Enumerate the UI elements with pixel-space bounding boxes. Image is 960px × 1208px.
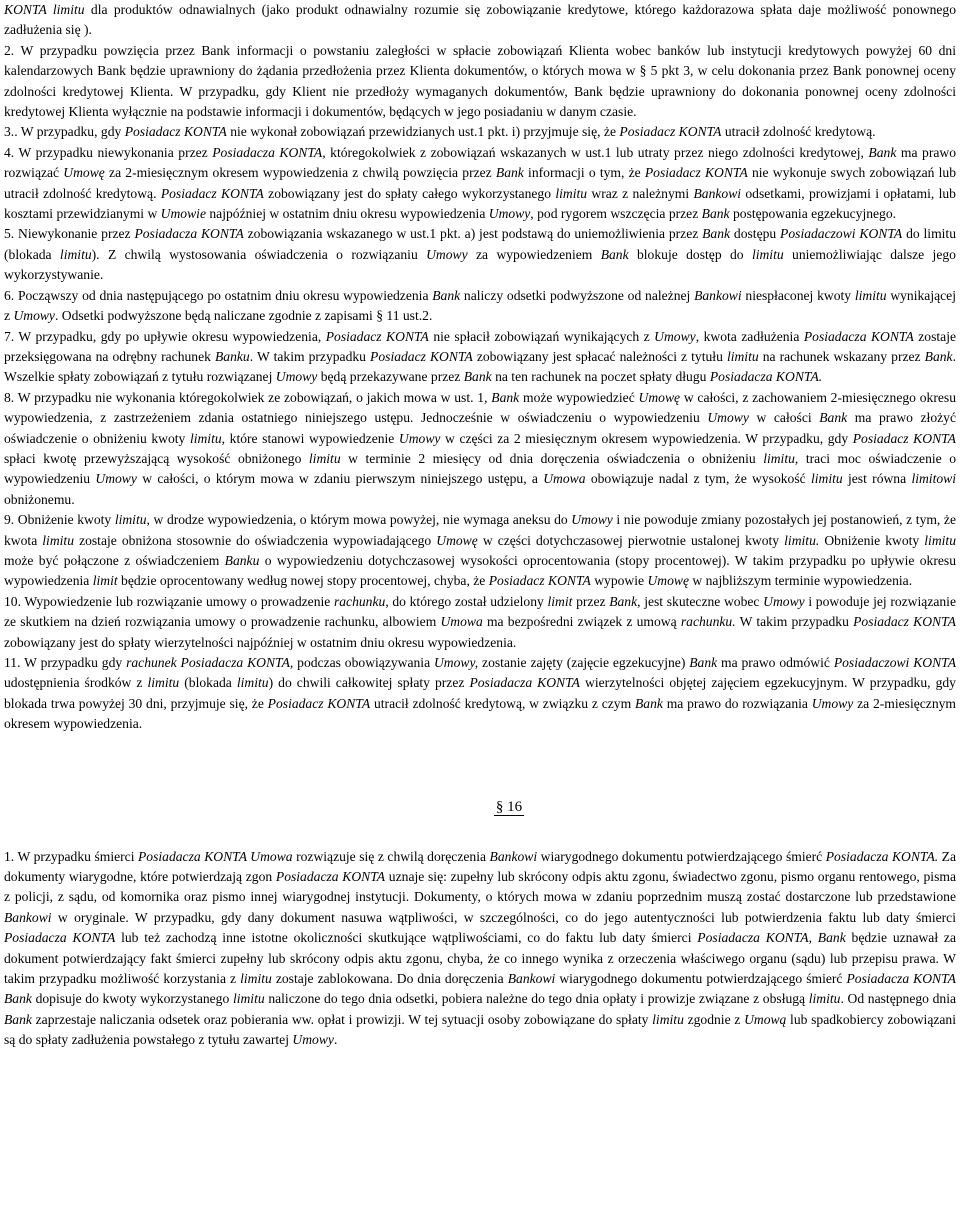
clause-paragraph-7	[4, 388, 956, 510]
text-run: 10. Wypowiedzenie lub rozwiązanie umowy o prowadzenie	[4, 593, 334, 609]
text-run: (blokada	[179, 675, 237, 691]
text-run: Banku	[224, 552, 260, 568]
text-run: przez	[572, 593, 610, 609]
text-run: Umowy	[763, 593, 805, 609]
text-run: Bank	[702, 226, 731, 242]
text-run: wiarygodnego dokumentu potwierdzającego śmierć	[555, 971, 847, 987]
clause-paragraph-1	[4, 41, 956, 123]
section-heading	[4, 797, 956, 817]
text-run: limitu	[854, 287, 887, 303]
text-run: limitu	[59, 246, 92, 262]
text-run: zostanie zajęty (zajęcie egzekucyjne)	[478, 655, 690, 670]
text-run: do limitu (blokada	[4, 226, 956, 262]
text-run: Bankowi	[693, 185, 742, 201]
text-run: limitu	[810, 471, 843, 487]
text-run: 7. W przypadku, gdy po upływie okresu wypowiedzenia,	[4, 328, 326, 344]
text-run: może wypowiedzieć	[519, 389, 639, 405]
text-run: limitu	[555, 185, 588, 201]
text-run: limitu	[42, 532, 75, 548]
text-run: nie spłacił zobowiązań wynikających z	[428, 328, 655, 344]
text-run: niespłaconej kwoty	[741, 287, 855, 303]
text-run: Obniżenie kwoty	[819, 532, 925, 548]
text-run: będą przekazywane przez	[317, 369, 464, 385]
text-run: nie wykonuje swych zobowiązań lub utracił zdolność kredytową.	[4, 165, 957, 201]
text-run: 4. W przypadku niewykonania przez	[4, 144, 213, 160]
text-run: Umowie	[160, 206, 206, 222]
text-run: Bank	[868, 144, 897, 160]
text-run: ma prawo złożyć oświadczenie o obniżeniu kwoty	[4, 410, 956, 446]
text-run: Posiadaczowi KONTA	[780, 226, 903, 242]
text-run: Posiadacz KONTA	[124, 124, 227, 140]
text-run: Umowa	[543, 471, 586, 487]
text-run: Posiadacz KONTA	[325, 328, 429, 344]
text-run: , które stanowi wypowiedzenie	[221, 430, 399, 446]
text-run: Umowy	[292, 1032, 334, 1048]
text-run: Banku	[215, 348, 250, 364]
text-run: Bankowi	[4, 909, 52, 925]
text-run: zobowiązany jest do spłaty całego wykorzystanego	[263, 185, 556, 201]
text-run: naliczone do tego dnia odsetki, pobiera należne do tego dnia opłaty i prowizje związane z obsługą	[264, 991, 809, 1007]
text-run: Umowa	[440, 614, 483, 630]
text-run: wierzytelności objętej zajęciem egzekucyjnym. W przypadku, gdy blokada trwa powyżej 30 dni, przyjmuje się, że	[4, 675, 956, 711]
text-run: i powoduje jej rozwiązanie ze skutkiem na dzień rozwiązania umowy o prowadzenie rachunku, albowiem	[4, 593, 956, 630]
text-run: 5. Niewykonanie przez	[4, 226, 135, 242]
text-run: zaprzestaje naliczania odsetek oraz pobierania ww. opłat i prowizji. W tej sytuacji osoby zobowiązane do spłaty	[31, 1011, 653, 1027]
text-run: w całości	[748, 410, 820, 426]
text-run: może być połączone z oświadczeniem	[4, 552, 225, 568]
text-run: . Wszelkie spłaty zobowiązań z tytułu rozwiązanej	[4, 348, 956, 385]
text-run: limitu	[808, 991, 841, 1007]
text-run: najpóźniej w ostatnim dniu okresu wypowiedzenia	[205, 206, 489, 222]
clause-paragraph-3	[4, 143, 956, 225]
text-run: limitu	[236, 675, 269, 691]
text-run: zgodnie z	[683, 1011, 745, 1027]
text-run: dostępu	[730, 226, 781, 242]
text-run: ). Z chwilą wystosowania oświadczenia o rozwiązaniu	[91, 246, 427, 262]
text-run: w terminie 2 miesięcy od dnia doręczenia oświadczenia o obniżeniu	[340, 450, 764, 466]
text-run: ma bezpośredni związek z umową	[482, 614, 681, 630]
text-run: wiarygodnego dokumentu potwierdzającego śmierć	[537, 848, 826, 864]
text-run: Bank	[701, 206, 730, 222]
text-run: limit	[547, 593, 573, 609]
text-run: informacji o tym, że	[523, 165, 645, 181]
text-run: o wypowiedzeniu dotychczasowej wysokości oprocentowania (stopy procentowej). W takim przypadku po upływie okresu wypowiedzenia	[4, 552, 956, 589]
text-run: ma prawo odmówić	[717, 655, 834, 670]
text-run: Umowy	[426, 246, 468, 262]
text-run: odsetkami, prowizjami i opłatami, lub kosztami przewidzianymi w	[4, 185, 956, 222]
text-run: wynikającej z	[4, 287, 956, 324]
text-run: . W takim przypadku	[249, 348, 371, 364]
text-run: Posiadacza KONTA,	[212, 144, 326, 160]
text-run: zobowiązany jest spłacać należności z tytułu	[472, 348, 727, 364]
text-run: Za dokumenty wiarygodne, które potwierdzają zgon	[4, 848, 957, 885]
text-run: rachunku.	[680, 614, 736, 630]
text-run: W takim przypadku	[735, 614, 854, 630]
text-run: za 2-miesięcznym okresem wypowiedzenia.	[4, 695, 956, 732]
clause-paragraph-9	[4, 592, 956, 653]
text-run: rachunku	[333, 593, 386, 609]
text-run: Posiadacza KONTA	[275, 869, 386, 885]
text-run: wraz z należnymi	[587, 185, 694, 201]
text-run: Umowy	[811, 695, 854, 711]
text-run: limitu	[147, 675, 180, 691]
text-run: Posiadaczowi KONTA	[833, 655, 957, 670]
text-run: Bankowi	[489, 848, 538, 864]
text-run: obniżonemu.	[4, 491, 75, 507]
text-run: Umowy	[488, 206, 531, 222]
text-run: lub też zachodzą inne istotne okoliczności skutkujące wątpliwościami, co do faktu lub daty śmierci	[115, 930, 698, 946]
contract-clauses	[4, 0, 956, 735]
text-run: Posiadacz KONTA	[852, 430, 956, 446]
text-run: Umowy	[398, 430, 441, 446]
text-run: Posiadacza KONTA, Bank	[697, 930, 846, 946]
text-run: utracił zdolność kredytową.	[721, 124, 876, 140]
text-run: zostaje zablokowana. Do dnia doręczenia	[271, 971, 508, 987]
text-run: limitu	[308, 450, 341, 466]
text-run: 8. W przypadku nie wykonania któregokolwiek ze zobowiązań, o jakich mowa w ust. 1,	[4, 389, 492, 405]
text-run: Posiadacz KONTA	[370, 348, 473, 364]
text-run: na ten rachunek na poczet spłaty długu	[491, 369, 710, 385]
text-run: Umowę	[436, 532, 478, 548]
text-run: Bank	[689, 655, 718, 670]
clause-paragraph-10	[4, 653, 956, 735]
text-run: limitu	[232, 991, 265, 1007]
text-run: Posiadacz KONTA	[160, 185, 264, 201]
text-run: w najbliższym terminie wypowiedzenia.	[689, 573, 913, 589]
text-run: Bank	[432, 287, 461, 303]
text-run: Umowy,	[433, 655, 479, 670]
text-run: Posiadacz KONTA	[619, 124, 722, 140]
text-run: będzie uznawał za dokument potwierdzający fakt śmierci zupełny lub skrócony odpis aktu zgonu, chyba, że co innego wynika z orzeczenia właściwego organu (sądu) lub przepisu prawa. W takim przypadku możliwość korzystania z	[4, 930, 956, 987]
clause-paragraph-8	[4, 510, 956, 592]
text-run: Umowy	[95, 471, 137, 487]
clause-paragraph-6	[4, 327, 956, 388]
text-run: , do którego został udzielony	[385, 593, 548, 609]
text-run: Umowy	[13, 308, 55, 324]
text-run: limitu	[751, 246, 784, 262]
text-run: zobowiązany jest do spłaty wierzytelności najpóźniej w ostatnim dniu okresu wypowiedzenia.	[4, 634, 517, 650]
text-run: Posiadacza KONTA	[803, 328, 914, 344]
text-run: , pod rygorem wszczęcia przez	[530, 206, 702, 222]
text-run: Umowy	[654, 328, 696, 344]
text-run: , w drodze wypowiedzenia, o którym mowa powyżej, nie wymaga aneksu do	[146, 512, 572, 528]
text-run: Bank	[4, 1011, 32, 1027]
text-run: w całości, z zachowaniem 2-miesięcznego okresu wypowiedzenia, z zastrzeżeniem zdania ostatniego niniejszego ustępu. Jednocześnie w oświadczeniu o wypowiedzeniu	[4, 389, 956, 426]
text-run: rozwiązuje się z chwilą doręczenia	[292, 848, 490, 864]
text-run: Posiadacz KONTA	[853, 614, 956, 630]
section-number: § 16	[495, 798, 523, 815]
text-run: 1. W przypadku śmierci	[4, 848, 138, 864]
text-run: zostaje przeksięgowana na odrębny rachunek	[4, 328, 956, 364]
text-run: Bank	[924, 348, 953, 364]
text-run: uznaje się: zupełny lub skrócony odpis aktu zgonu, świadectwo zgonu, pismo organu rentowego, pisma z policji, z sądu, od komornika oraz pismo innej wiarygodnej instytucji. Dokumenty, o których mowa w zdaniu poprzednim muszą zostać dostarczone lub przedstawione	[4, 869, 956, 905]
text-run: obowiązuje nadal z tym, że wysokość	[585, 471, 811, 487]
text-run: Posiadacza KONTA	[134, 226, 244, 242]
text-run: Bank	[491, 389, 520, 405]
text-run: Posiadacz KONTA	[488, 573, 591, 589]
text-run: limit	[92, 573, 118, 589]
text-run: Posiadacza KONTA	[4, 930, 116, 946]
text-run: limitu	[189, 430, 222, 446]
text-run: ) do chwili całkowitej spłaty przez	[268, 675, 470, 691]
text-run: lub spadkobiercy zobowiązani są do spłaty zadłużenia powstałego z tytułu zawartej	[4, 1011, 957, 1048]
text-run: limitu	[240, 971, 272, 987]
section-16-clauses	[4, 847, 956, 1051]
text-run: dla produktów odnawialnych (jako produkt odnawialny rozumie się zobowiązanie kredytowe, którego każdorazowa spłata daje możliwość ponownego zadłużenia się ).	[4, 2, 956, 38]
text-run: będzie oprocentowany według nowej stopy procentowej, chyba, że	[117, 573, 489, 589]
text-run: Umowy	[707, 410, 749, 426]
text-run: , kwota zadłużenia	[695, 328, 804, 344]
text-run: 2. W przypadku powzięcia przez Bank informacji o powstaniu zaległości w spłacie zobowiązań Klienta wobec banków lub instytucji kredytowych powyżej 60 dni kalendarzowych Bank będzie uprawniony do żądania przedłożenia przez Klienta dokumentów, o których mowa w § 5 pkt 3, w celu dokonania przez Bank ponownej oceny zdolności kredytowej Klienta. W przypadku, gdy Klient nie przedłoży wymaganych dokumentów, Bank będzie uprawniony do dokonania ponownej oceny zdolności kredytowej Klienta wyłącznie na podstawie informacji i dokumentów, będących w jego posiadaniu w danym czasie.	[4, 42, 956, 120]
text-run: Bank	[495, 165, 524, 181]
text-run: . Od następnego dnia	[840, 991, 957, 1007]
text-run: Umową	[744, 1011, 787, 1027]
text-run: Posiadacza KONTA Bank	[4, 971, 956, 1007]
text-run: limitu.	[784, 532, 820, 548]
text-run: 6. Począwszy od dnia następującego po ostatnim dniu okresu wypowiedzenia	[4, 287, 433, 303]
clause-paragraph-2	[4, 122, 956, 142]
text-run: Umowę	[647, 573, 689, 589]
text-run: limitu	[652, 1011, 684, 1027]
text-run: ma prawo do rozwiązania	[662, 695, 812, 711]
text-run: blokuje dostęp do	[628, 246, 752, 262]
text-run: rachunek Posiadacza KONTA,	[126, 655, 294, 670]
text-run: 11. W przypadku gdy	[4, 655, 127, 670]
text-run: limitu	[114, 512, 147, 528]
text-run: jest równa	[842, 471, 912, 487]
clause-paragraph-4	[4, 224, 956, 285]
text-run: 3.. W przypadku, gdy	[4, 124, 125, 140]
text-run: na rachunek wskazany przez	[758, 348, 925, 364]
text-run: Bank	[609, 593, 638, 609]
text-run: Posiadacza KONTA.	[825, 848, 939, 864]
text-run: Umowę	[63, 165, 105, 181]
text-run: Umowę	[638, 389, 681, 405]
text-run: w części dotychczasowej pierwotnie ustalonej kwoty	[477, 532, 785, 548]
text-run: ma prawo rozwiązać	[4, 144, 956, 181]
text-run: Umowy	[275, 369, 318, 385]
text-run: zostaje obniżona stosownie do oświadczenia wypowiadającego	[74, 532, 437, 548]
text-run: Posiadacza KONTA	[469, 675, 580, 691]
text-run: postępowania egzekucyjnego.	[729, 206, 897, 222]
text-run: utracił zdolność kredytową, w związku z czym	[370, 695, 635, 711]
text-run: w całości, o którym mowa w zdaniu pierwszym niniejszego ustępu, a	[136, 471, 544, 487]
clause-paragraph-0	[4, 0, 956, 41]
text-run: udostępnienia środków z	[4, 675, 148, 691]
text-run: Posiadacz KONTA	[644, 165, 748, 181]
text-run: w oryginale. W przypadku, gdy dany dokument nasuwa wątpliwości, w szczególności, co do jego autentyczności lub potwierdzenia faktu lub daty śmierci	[51, 909, 956, 925]
section16-paragraph-0	[4, 847, 956, 1051]
text-run: limitowi	[911, 471, 957, 487]
text-run: , jest skuteczne wobec	[637, 593, 764, 609]
text-run: i nie powoduje zmiany pozostałych jej postanowień, z tym, że kwota	[4, 512, 956, 548]
text-run: naliczy odsetki podwyższone od należnej	[460, 287, 695, 303]
text-run: Posiadacza KONTA.	[709, 369, 823, 385]
text-run: Umowy	[571, 512, 613, 528]
text-run: któregokolwiek z zobowiązań wskazanych w ust.1 lub utraty przez niego zdolności kredytowej,	[325, 144, 869, 160]
text-run: 9. Obniżenie kwoty	[4, 512, 115, 528]
text-run: zobowiązania wskazanego w ust.1 pkt. a) jest podstawą do uniemożliwienia przez	[243, 226, 703, 242]
text-run: Bank	[463, 369, 492, 385]
text-run: .	[333, 1032, 338, 1048]
text-run: dopisuje do kwoty wykorzystanego	[31, 991, 233, 1007]
text-run: podczas obowiązywania	[293, 655, 434, 670]
text-run: za wypowiedzeniem	[467, 246, 601, 262]
text-run: uniemożliwiając dalsze jego wykorzystywanie.	[4, 246, 956, 283]
text-run: wypowie	[590, 573, 648, 589]
text-run: w części za 2 miesięcznym okresem wypowiedzenia. W przypadku, gdy	[440, 430, 853, 446]
text-run: spłaci kwotę przewyższającą wysokość obniżonego	[4, 450, 309, 466]
text-run: , traci moc oświadczenie o wypowiedzeniu	[4, 450, 957, 487]
text-run: Bankowi	[694, 287, 742, 303]
text-run: Bank	[634, 695, 663, 711]
text-run: Posiadacz KONTA	[267, 695, 371, 711]
text-run: limitu	[763, 450, 795, 466]
clause-paragraph-5	[4, 286, 956, 327]
text-run: Bank	[819, 410, 848, 426]
text-run: Bankowi	[507, 971, 556, 987]
text-run: Posiadacza KONTA Umowa	[138, 848, 293, 864]
text-run: za 2-miesięcznym okresem wypowiedzenia z chwilą powzięcia przez	[104, 165, 496, 181]
text-run: Bank	[600, 246, 629, 262]
text-run: limitu	[924, 532, 957, 548]
text-run: KONTA limitu	[4, 2, 85, 17]
text-run: . Odsetki podwyższone będą naliczane zgodnie z zapisami § 11 ust.2.	[54, 308, 433, 324]
text-run: nie wykonał zobowiązań przewidzianych ust.1 pkt. i) przyjmuje się, że	[226, 124, 620, 140]
text-run: limitu	[726, 348, 759, 364]
